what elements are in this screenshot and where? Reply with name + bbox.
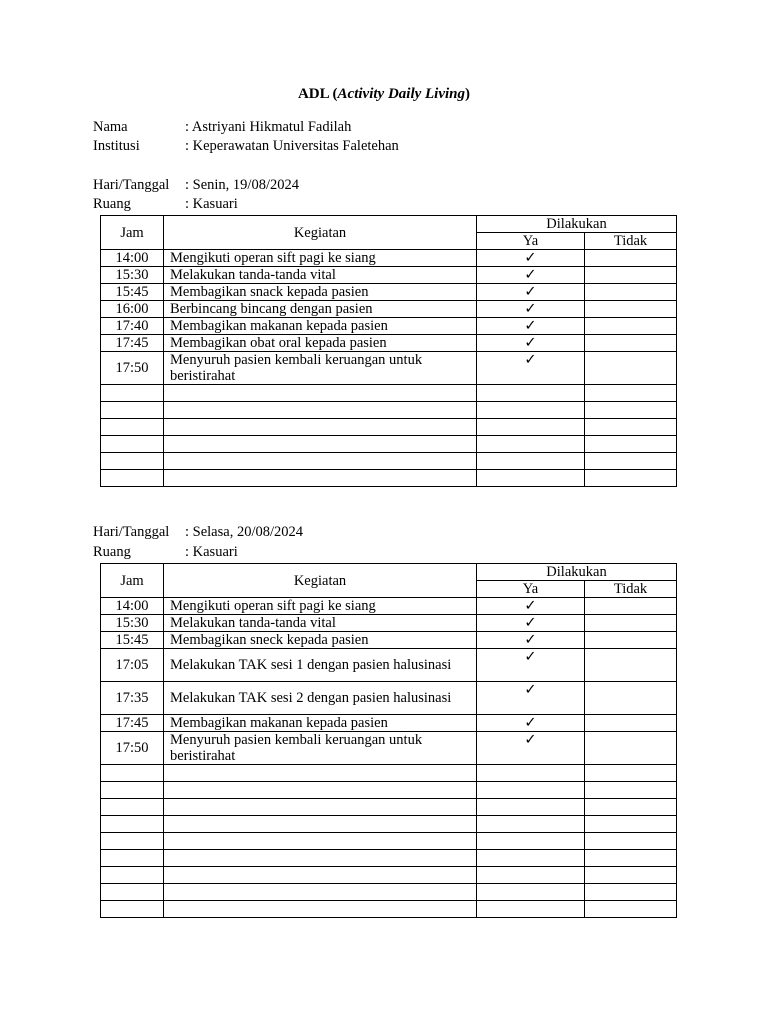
table-row <box>101 732 677 765</box>
empty-row <box>101 402 677 419</box>
ruang-value: : Kasuari <box>185 196 238 212</box>
empty-cell <box>585 816 677 833</box>
hari-tanggal-label: Hari/Tanggal <box>93 524 170 540</box>
ruang-value: : Kasuari <box>185 544 238 560</box>
empty-cell <box>101 833 164 850</box>
ruang-row-1 <box>93 195 238 214</box>
empty-cell <box>477 901 585 918</box>
empty-cell <box>164 765 477 782</box>
empty-row <box>101 816 677 833</box>
ya-cell <box>477 715 585 732</box>
checkmark-icon: ✓ <box>524 649 537 665</box>
empty-cell <box>164 867 477 884</box>
table-row <box>101 335 677 352</box>
empty-row <box>101 799 677 816</box>
kegiatan-cell: Menyuruh pasien kembali keruangan untuk beristirahat <box>164 732 477 765</box>
empty-cell <box>477 884 585 901</box>
header-dilakukan: Dilakukan <box>477 564 677 581</box>
empty-cell <box>164 816 477 833</box>
jam-cell: 15:30 <box>101 615 164 632</box>
checkmark-icon: ✓ <box>524 318 537 334</box>
ya-cell <box>477 284 585 301</box>
header-dilakukan: Dilakukan <box>477 216 677 233</box>
ya-cell <box>477 318 585 335</box>
header-tidak: Tidak <box>585 233 677 250</box>
jam-cell: 17:45 <box>101 335 164 352</box>
empty-cell <box>585 799 677 816</box>
table-row <box>101 250 677 267</box>
hari-tanggal-row-1 <box>93 176 299 195</box>
table-row <box>101 598 677 615</box>
jam-cell: 15:45 <box>101 284 164 301</box>
empty-cell <box>101 385 164 402</box>
jam-cell: 17:50 <box>101 352 164 385</box>
tidak-cell <box>585 335 677 352</box>
ya-cell <box>477 615 585 632</box>
jam-cell: 14:00 <box>101 250 164 267</box>
empty-cell <box>477 419 585 436</box>
empty-cell <box>164 402 477 419</box>
empty-cell <box>164 833 477 850</box>
kegiatan-cell: Mengikuti operan sift pagi ke siang <box>164 250 477 267</box>
empty-row <box>101 884 677 901</box>
empty-cell <box>164 436 477 453</box>
empty-cell <box>585 419 677 436</box>
table-row <box>101 267 677 284</box>
title-main: ADL ( <box>297 86 338 102</box>
empty-cell <box>101 436 164 453</box>
ruang-row-2 <box>93 543 238 562</box>
empty-cell <box>164 470 477 487</box>
empty-cell <box>164 799 477 816</box>
empty-cell <box>585 402 677 419</box>
empty-cell <box>477 453 585 470</box>
empty-cell <box>477 867 585 884</box>
empty-cell <box>585 765 677 782</box>
ya-cell <box>477 267 585 284</box>
empty-cell <box>585 385 677 402</box>
empty-row <box>101 436 677 453</box>
empty-cell <box>101 453 164 470</box>
empty-cell <box>477 782 585 799</box>
tidak-cell <box>585 649 677 682</box>
checkmark-icon: ✓ <box>524 250 537 266</box>
nama-label: Nama <box>93 119 128 135</box>
jam-cell: 14:00 <box>101 598 164 615</box>
document-title <box>0 86 768 103</box>
empty-cell <box>585 453 677 470</box>
empty-cell <box>477 436 585 453</box>
empty-row <box>101 470 677 487</box>
empty-cell <box>101 470 164 487</box>
empty-row <box>101 385 677 402</box>
table-body <box>101 250 677 487</box>
empty-cell <box>477 765 585 782</box>
hari-tanggal-row-2 <box>93 523 303 542</box>
header-kegiatan: Kegiatan <box>164 216 477 250</box>
table-row <box>101 632 677 649</box>
checkmark-icon: ✓ <box>524 267 537 283</box>
title-end: ) <box>465 86 471 102</box>
empty-cell <box>477 470 585 487</box>
jam-cell: 17:45 <box>101 715 164 732</box>
empty-row <box>101 850 677 867</box>
empty-cell <box>101 782 164 799</box>
table-body <box>101 598 677 918</box>
checkmark-icon: ✓ <box>524 598 537 614</box>
empty-cell <box>585 782 677 799</box>
empty-cell <box>164 419 477 436</box>
empty-cell <box>164 901 477 918</box>
kegiatan-cell: Membagikan obat oral kepada pasien <box>164 335 477 352</box>
tidak-cell <box>585 682 677 715</box>
ya-cell <box>477 732 585 765</box>
tidak-cell <box>585 352 677 385</box>
kegiatan-cell: Membagikan makanan kepada pasien <box>164 715 477 732</box>
hari-tanggal-value: : Senin, 19/08/2024 <box>185 177 299 193</box>
checkmark-icon: ✓ <box>524 615 537 631</box>
table-row <box>101 715 677 732</box>
kegiatan-cell: Melakukan TAK sesi 1 dengan pasien halusinasi <box>164 649 477 682</box>
empty-cell <box>101 402 164 419</box>
empty-cell <box>164 453 477 470</box>
jam-cell: 15:30 <box>101 267 164 284</box>
kegiatan-cell: Membagikan snack kepada pasien <box>164 284 477 301</box>
empty-row <box>101 901 677 918</box>
empty-cell <box>164 782 477 799</box>
checkmark-icon: ✓ <box>524 715 537 731</box>
tidak-cell <box>585 267 677 284</box>
ruang-label: Ruang <box>93 196 131 212</box>
checkmark-icon: ✓ <box>524 732 537 748</box>
ruang-label: Ruang <box>93 544 131 560</box>
ya-cell <box>477 649 585 682</box>
table-row <box>101 284 677 301</box>
ya-cell <box>477 682 585 715</box>
jam-cell: 17:35 <box>101 682 164 715</box>
header-jam: Jam <box>101 564 164 598</box>
table-row <box>101 318 677 335</box>
ya-cell <box>477 632 585 649</box>
tidak-cell <box>585 632 677 649</box>
empty-row <box>101 782 677 799</box>
checkmark-icon: ✓ <box>524 284 537 300</box>
empty-cell <box>101 799 164 816</box>
kegiatan-cell: Melakukan tanda-tanda vital <box>164 267 477 284</box>
tidak-cell <box>585 301 677 318</box>
empty-cell <box>477 385 585 402</box>
activity-table-1 <box>100 215 677 487</box>
header-tidak: Tidak <box>585 581 677 598</box>
empty-cell <box>477 402 585 419</box>
empty-cell <box>101 867 164 884</box>
header-ya: Ya <box>477 581 585 598</box>
kegiatan-cell: Melakukan TAK sesi 2 dengan pasien halusinasi <box>164 682 477 715</box>
empty-row <box>101 453 677 470</box>
table-row <box>101 301 677 318</box>
institusi-value: : Keperawatan Universitas Faletehan <box>185 138 399 154</box>
empty-cell <box>101 884 164 901</box>
checkmark-icon: ✓ <box>524 335 537 351</box>
header-kegiatan: Kegiatan <box>164 564 477 598</box>
title-italic: Activity Daily Living <box>337 86 466 102</box>
empty-cell <box>585 850 677 867</box>
empty-row <box>101 765 677 782</box>
kegiatan-cell: Melakukan tanda-tanda vital <box>164 615 477 632</box>
tidak-cell <box>585 250 677 267</box>
ya-cell <box>477 301 585 318</box>
table-row <box>101 682 677 715</box>
empty-cell <box>164 850 477 867</box>
tidak-cell <box>585 615 677 632</box>
empty-cell <box>101 816 164 833</box>
tidak-cell <box>585 732 677 765</box>
empty-cell <box>101 850 164 867</box>
jam-cell: 17:40 <box>101 318 164 335</box>
empty-cell <box>164 884 477 901</box>
kegiatan-cell: Membagikan makanan kepada pasien <box>164 318 477 335</box>
checkmark-icon: ✓ <box>524 352 537 368</box>
kegiatan-cell: Menyuruh pasien kembali keruangan untuk beristirahat <box>164 352 477 385</box>
institusi-row <box>93 137 399 156</box>
jam-cell: 16:00 <box>101 301 164 318</box>
jam-cell: 17:50 <box>101 732 164 765</box>
jam-cell: 17:05 <box>101 649 164 682</box>
empty-row <box>101 867 677 884</box>
empty-cell <box>585 436 677 453</box>
nama-row <box>93 118 351 137</box>
empty-cell <box>585 901 677 918</box>
ya-cell <box>477 598 585 615</box>
tidak-cell <box>585 598 677 615</box>
empty-cell <box>101 765 164 782</box>
empty-cell <box>477 816 585 833</box>
checkmark-icon: ✓ <box>524 632 537 648</box>
ya-cell <box>477 352 585 385</box>
header-jam: Jam <box>101 216 164 250</box>
header-ya: Ya <box>477 233 585 250</box>
table-row <box>101 615 677 632</box>
jam-cell: 15:45 <box>101 632 164 649</box>
empty-cell <box>477 799 585 816</box>
nama-value: : Astriyani Hikmatul Fadilah <box>185 119 352 135</box>
empty-cell <box>585 867 677 884</box>
ya-cell <box>477 250 585 267</box>
empty-row <box>101 833 677 850</box>
empty-cell <box>477 833 585 850</box>
empty-cell <box>477 850 585 867</box>
kegiatan-cell: Mengikuti operan sift pagi ke siang <box>164 598 477 615</box>
empty-cell <box>164 385 477 402</box>
tidak-cell <box>585 284 677 301</box>
kegiatan-cell: Berbincang bincang dengan pasien <box>164 301 477 318</box>
checkmark-icon: ✓ <box>524 682 537 698</box>
hari-tanggal-value: : Selasa, 20/08/2024 <box>185 524 304 540</box>
empty-cell <box>101 419 164 436</box>
table-row <box>101 649 677 682</box>
empty-cell <box>101 901 164 918</box>
activity-table-2 <box>100 563 677 918</box>
ya-cell <box>477 335 585 352</box>
institusi-label: Institusi <box>93 138 140 154</box>
empty-cell <box>585 833 677 850</box>
empty-cell <box>585 884 677 901</box>
checkmark-icon: ✓ <box>524 301 537 317</box>
table-row <box>101 352 677 385</box>
tidak-cell <box>585 318 677 335</box>
empty-row <box>101 419 677 436</box>
empty-cell <box>585 470 677 487</box>
hari-tanggal-label: Hari/Tanggal <box>93 177 170 193</box>
tidak-cell <box>585 715 677 732</box>
kegiatan-cell: Membagikan sneck kepada pasien <box>164 632 477 649</box>
